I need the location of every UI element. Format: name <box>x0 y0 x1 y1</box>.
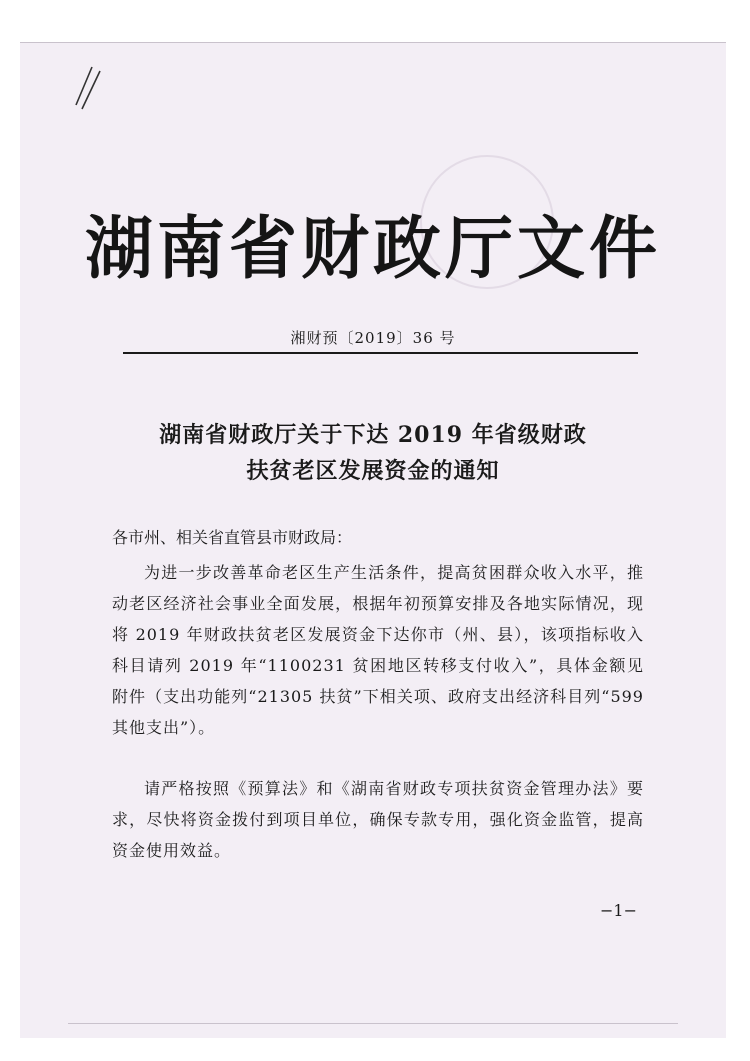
bottom-divider <box>68 1023 678 1024</box>
notice-title-line: 扶贫老区发展资金的通知 <box>246 458 500 484</box>
document-header-title: 湖南省财政厅文件 <box>84 209 661 289</box>
notice-title <box>20 417 726 489</box>
body-paragraph: 为进一步改善革命老区生产生活条件，提高贫困群众收入水平，推动老区经济社会事业全面发展，根据年初预算安排及各地实际情况，现将 2019 年财政扶贫老区发展资金下达你市（州、县），该项指标收入科目请列 2019 年“1100231 贫困地区转移支付收入”，具体金额见附件（支出功能列“21305 扶贫”下相关项、政府支出经济科目列“599 其他支出”）。 <box>112 563 644 737</box>
document-number: 湘财预〔2019〕36 号 <box>290 329 456 347</box>
body-paragraph: 请严格按照《预算法》和《湖南省财政专项扶贫资金管理办法》要求，尽快将资金拨付到项目单位，确保专款专用，强化资金监管，提高资金使用效益。 <box>112 779 644 860</box>
document-page <box>20 42 726 1038</box>
handwritten-slash-mark <box>68 63 108 113</box>
notice-title-line: 湖南省财政厅关于下达 2019 年省级财政 <box>159 422 587 448</box>
header-divider <box>123 352 638 354</box>
addressee: 各市州、相关省直管县市财政局： <box>112 528 353 547</box>
page-number: −1− <box>600 901 637 920</box>
